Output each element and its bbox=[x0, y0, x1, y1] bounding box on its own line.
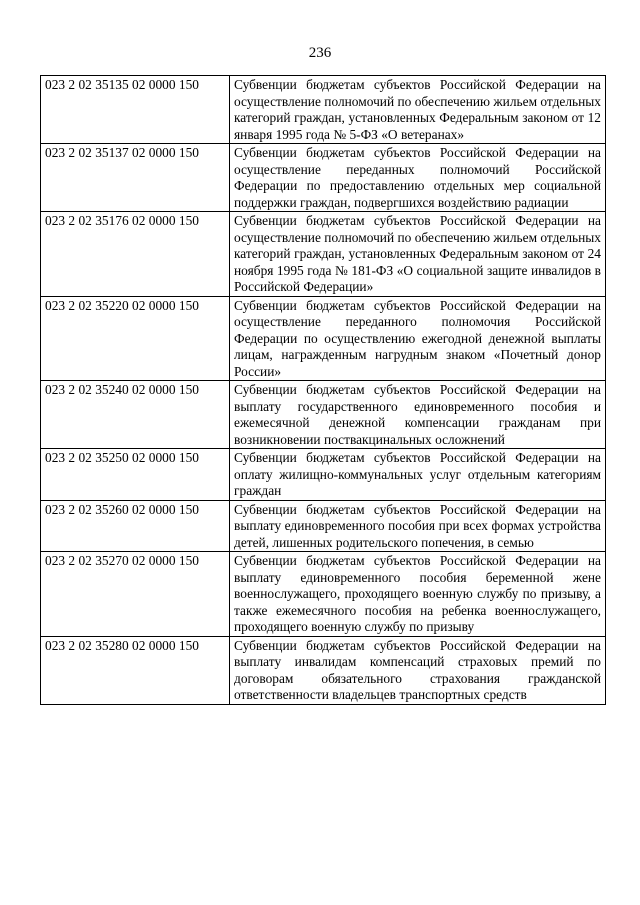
budget-code-cell: 023 2 02 35220 02 0000 150 bbox=[41, 296, 230, 381]
table-row bbox=[41, 552, 606, 637]
budget-code-cell: 023 2 02 35240 02 0000 150 bbox=[41, 381, 230, 449]
table-row bbox=[41, 500, 606, 552]
description-cell: Субвенции бюджетам субъектов Российской Федерации на осуществление переданного полномочия Российской Федерации по осуществлению ежегодной денежной выплаты лицам, награжденным нагрудным знаком «Почетный донор России» bbox=[230, 296, 606, 381]
table-row bbox=[41, 76, 606, 144]
budget-code-cell: 023 2 02 35176 02 0000 150 bbox=[41, 212, 230, 297]
table-row bbox=[41, 296, 606, 381]
table-row bbox=[41, 636, 606, 704]
description-cell: Субвенции бюджетам субъектов Российской Федерации на осуществление переданных полномочий Российской Федерации по предоставлению отдельных мер социальной поддержки граждан, подвергшихся воздействию радиации bbox=[230, 144, 606, 212]
description-cell: Субвенции бюджетам субъектов Российской Федерации на выплату инвалидам компенсаций страховых премий по договорам обязательного страхования гражданской ответственности владельцев транспортных средств bbox=[230, 636, 606, 704]
budget-classification-table bbox=[40, 75, 606, 705]
budget-code-cell: 023 2 02 35260 02 0000 150 bbox=[41, 500, 230, 552]
description-cell: Субвенции бюджетам субъектов Российской Федерации на выплату единовременного пособия при всех формах устройства детей, лишенных родительского попечения, в семью bbox=[230, 500, 606, 552]
budget-code-cell: 023 2 02 35137 02 0000 150 bbox=[41, 144, 230, 212]
table-row bbox=[41, 212, 606, 297]
description-cell: Субвенции бюджетам субъектов Российской Федерации на осуществление полномочий по обеспечению жильем отдельных категорий граждан, установленных Федеральным законом от 12 января 1995 года № 5-ФЗ «О ветеранах» bbox=[230, 76, 606, 144]
budget-code-cell: 023 2 02 35135 02 0000 150 bbox=[41, 76, 230, 144]
page-number: 236 bbox=[308, 45, 332, 61]
description-cell: Субвенции бюджетам субъектов Российской Федерации на выплату государственного единовременного пособия и ежемесячной денежной компенсации гражданам при возникновении поствакцинальных осложнений bbox=[230, 381, 606, 449]
table-row bbox=[41, 449, 606, 501]
budget-code-cell: 023 2 02 35250 02 0000 150 bbox=[41, 449, 230, 501]
table-row bbox=[41, 381, 606, 449]
description-cell: Субвенции бюджетам субъектов Российской Федерации на оплату жилищно-коммунальных услуг отдельным категориям граждан bbox=[230, 449, 606, 501]
description-cell: Субвенции бюджетам субъектов Российской Федерации на выплату единовременного пособия беременной жене военнослужащего, проходящего военную службу по призыву, а также ежемесячного пособия на ребенка военнослужащего, проходящего военную службу по призыву bbox=[230, 552, 606, 637]
budget-code-cell: 023 2 02 35270 02 0000 150 bbox=[41, 552, 230, 637]
table-row bbox=[41, 144, 606, 212]
budget-code-cell: 023 2 02 35280 02 0000 150 bbox=[41, 636, 230, 704]
description-cell: Субвенции бюджетам субъектов Российской Федерации на осуществление полномочий по обеспечению жильем отдельных категорий граждан, установленных Федеральным законом от 24 ноября 1995 года № 181-ФЗ «О социальной защите инвалидов в Российской Федерации» bbox=[230, 212, 606, 297]
